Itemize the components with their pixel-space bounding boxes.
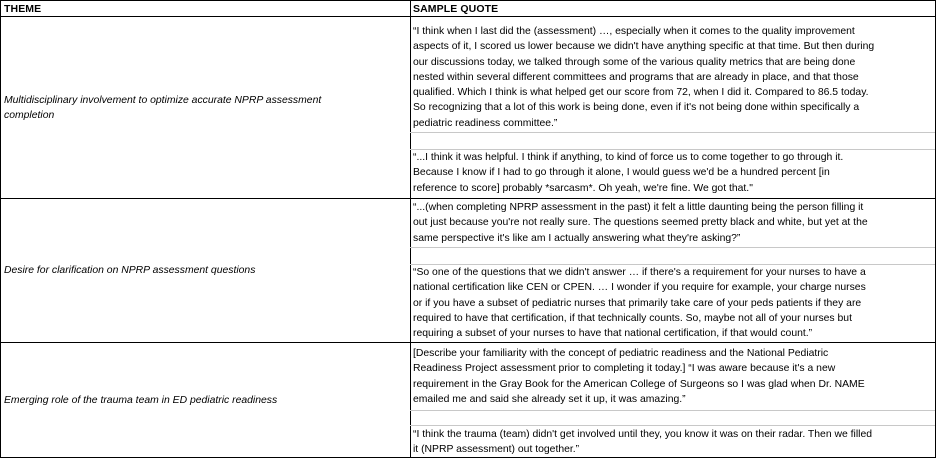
theme-cell-1 — [4, 93, 404, 124]
quote-cell — [413, 24, 935, 131]
quote-line: “...I think it was helpful. I think if anything, to kind of force us to come together to go through it. — [413, 152, 844, 163]
theme-text: Emerging role of the trauma team in ED pediatric readiness — [4, 395, 278, 406]
quote-line: our discussions today, we talked through some of the various quality metrics that are being done — [413, 56, 856, 68]
quote-line: “So one of the questions that we didn't answer … if there's a requirement for your nurses to have a — [413, 267, 866, 278]
quote-divider-6 — [410, 425, 935, 426]
quote-divider-3 — [410, 247, 935, 248]
quote-cell — [413, 200, 935, 246]
quote-line: reference to score] probably *sarcasm*. Oh yeah, we're fine. We got that." — [413, 182, 753, 194]
quote-line: “I think when I last did the (assessment) …, especially when it comes to the quality improvement — [413, 26, 855, 37]
quote-line: requiring a subset of your nurses to have that national certification, if that would count.” — [413, 328, 813, 340]
quote-cell — [413, 265, 935, 341]
quote-line: it (NPRP assessment) out together.” — [413, 444, 580, 456]
quote-line: same perspective it's like am I actually answering what they're asking?” — [413, 232, 741, 244]
quote-line: qualified. Which I think is what helped get our score from 72, when I did it. Compared to 86.5 today. — [413, 87, 869, 99]
header-sample-quote: SAMPLE QUOTE — [413, 3, 499, 15]
quote-line: “...(when completing NPRP assessment in the past) it felt a little daunting being the person filling it — [413, 202, 864, 213]
theme-text: Multidisciplinary involvement to optimize accurate NPRP assessment — [4, 95, 322, 106]
quote-line: aspects of it, I scored us lower because we didn't have anything specific at that time. But then during — [413, 41, 875, 53]
quote-divider-5 — [410, 410, 935, 411]
quote-line: [Describe your familiarity with the concept of pediatric readiness and the National Pediatric — [413, 348, 829, 359]
quote-line: out just because you're not really sure. The questions seemed pretty black and white, but yet at the — [413, 217, 868, 229]
column-divider — [410, 1, 411, 457]
quote-cell — [413, 427, 935, 458]
theme-cell-2 — [4, 263, 404, 278]
theme-text: Desire for clarification on NPRP assessment questions — [4, 265, 256, 276]
quote-line: requirement in the Gray Book for the American College of Surgeons so I was glad when Dr. NAME — [413, 378, 865, 390]
quote-cell — [413, 346, 935, 407]
quote-divider-1 — [410, 132, 935, 133]
quote-line: Because I know if I had to go through it alone, I would guess we'd be a hundred percent [in — [413, 167, 830, 179]
quote-line: national certification like CEN or CPEN. … I wonder if you require for example, your charge nurses — [413, 282, 866, 294]
quote-cell — [413, 150, 935, 196]
theme-text: completion — [4, 110, 55, 122]
theme-cell-3 — [4, 393, 404, 408]
quote-line: “I think the trauma (team) didn't get involved until they, you know it was on their radar. Then we filled — [413, 429, 873, 440]
quote-line: pediatric readiness committee.” — [413, 117, 558, 129]
quote-line: So recognizing that a lot of this work is being done, even if it's not being done within specifically a — [413, 102, 860, 114]
quote-line: nested within several different committees and programs that are already in place, and that those — [413, 71, 859, 83]
header-divider — [1, 16, 935, 17]
header-theme: THEME — [4, 3, 42, 15]
quote-line: or if you have a subset of pediatric nurses that primarily take care of your peds patients if they are — [413, 297, 862, 309]
quote-line: emailed me and said she already set it up, it was amazing.” — [413, 393, 686, 405]
row-divider-1 — [1, 198, 935, 199]
row-divider-2 — [1, 342, 935, 343]
quote-line: required to have that certification, if that technically counts. So, maybe not all of your nurses but — [413, 312, 852, 324]
quote-line: Readiness Project assessment prior to completing it today.] “I was aware because it's a new — [413, 363, 836, 375]
